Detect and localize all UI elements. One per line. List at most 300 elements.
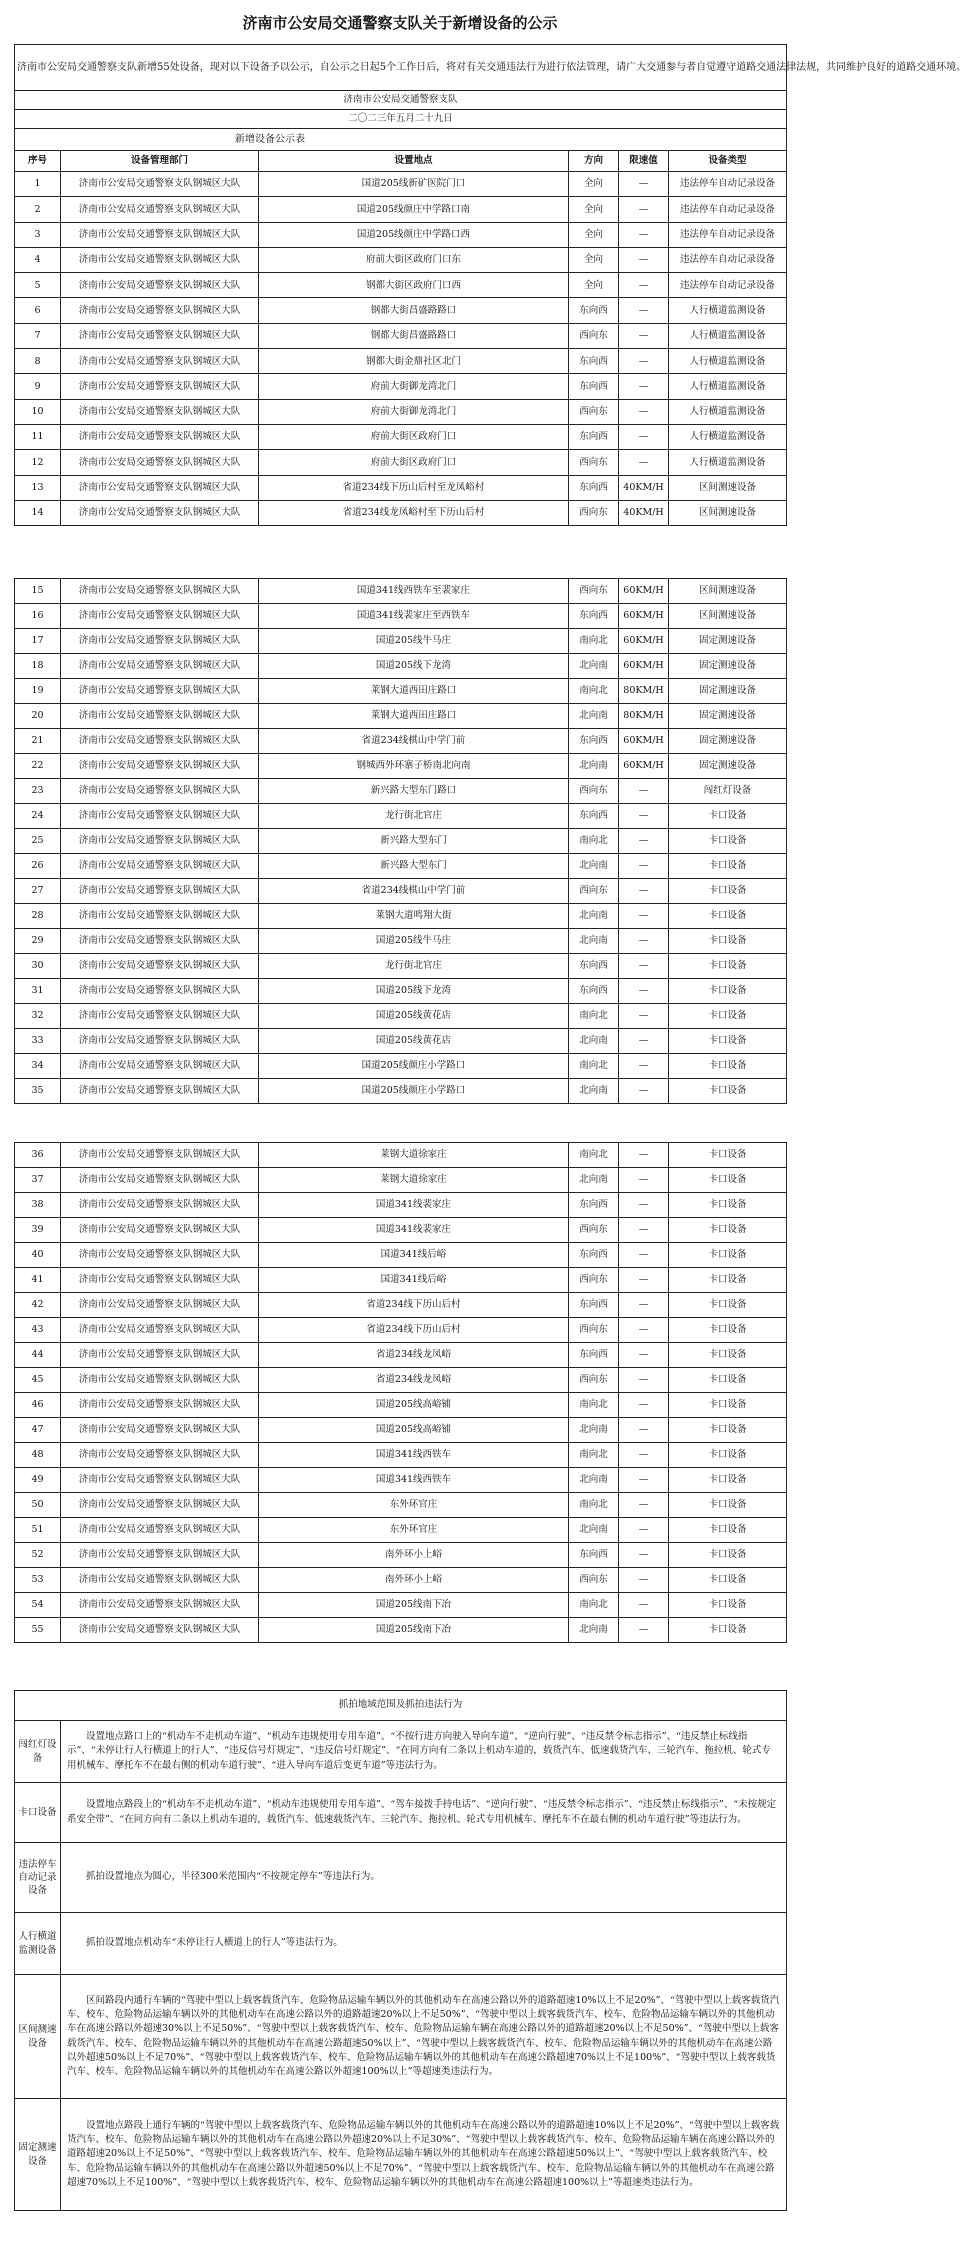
row-location: 省道234线龙凤峪 bbox=[259, 1368, 569, 1393]
row-index: 5 bbox=[15, 273, 61, 298]
row-speed-limit: — bbox=[619, 1218, 669, 1243]
rules-block bbox=[14, 1690, 786, 2211]
row-department: 济南市公安局交通警察支队钢城区大队 bbox=[61, 854, 259, 879]
row-department: 济南市公安局交通警察支队钢城区大队 bbox=[61, 604, 259, 629]
row-index: 27 bbox=[15, 879, 61, 904]
row-speed-limit: — bbox=[619, 1143, 669, 1168]
table-row bbox=[15, 579, 787, 604]
row-device-type: 违法停车自动记录设备 bbox=[669, 172, 787, 197]
row-location: 府前大街御龙湾北门 bbox=[259, 399, 569, 424]
row-device-type: 卡口设备 bbox=[669, 954, 787, 979]
row-department: 济南市公安局交通警察支队钢城区大队 bbox=[61, 979, 259, 1004]
row-direction: 南向北 bbox=[569, 1593, 619, 1618]
row-direction: 南向北 bbox=[569, 629, 619, 654]
row-department: 济南市公安局交通警察支队钢城区大队 bbox=[61, 450, 259, 475]
row-department: 济南市公安局交通警察支队钢城区大队 bbox=[61, 1468, 259, 1493]
table-row bbox=[15, 779, 787, 804]
row-speed-limit: — bbox=[619, 1418, 669, 1443]
row-department: 济南市公安局交通警察支队钢城区大队 bbox=[61, 954, 259, 979]
row-speed-limit: 80KM/H bbox=[619, 704, 669, 729]
row-location: 国道341线后峪 bbox=[259, 1268, 569, 1293]
rule-label: 区间测速设备 bbox=[15, 1975, 61, 2099]
row-direction: 北向南 bbox=[569, 704, 619, 729]
row-device-type: 固定测速设备 bbox=[669, 729, 787, 754]
row-device-type: 卡口设备 bbox=[669, 1143, 787, 1168]
row-device-type: 卡口设备 bbox=[669, 1568, 787, 1593]
row-location: 省道234线下历山后村 bbox=[259, 1293, 569, 1318]
row-department: 济南市公安局交通警察支队钢城区大队 bbox=[61, 1343, 259, 1368]
row-speed-limit: — bbox=[619, 222, 669, 247]
table-row bbox=[15, 1218, 787, 1243]
row-location: 国道205线高峪铺 bbox=[259, 1418, 569, 1443]
row-speed-limit: — bbox=[619, 1293, 669, 1318]
row-department: 济南市公安局交通警察支队钢城区大队 bbox=[61, 1593, 259, 1618]
row-speed-limit: — bbox=[619, 1268, 669, 1293]
row-index: 22 bbox=[15, 754, 61, 779]
row-device-type: 卡口设备 bbox=[669, 1293, 787, 1318]
row-direction: 东向西 bbox=[569, 1343, 619, 1368]
row-location: 南外环小上峪 bbox=[259, 1568, 569, 1593]
rule-text: 设置地点路口上的“机动车不走机动车道”、“机动车违规使用专用车道”、“不按行进方向驶入导向车道”、“逆向行驶”、“违反禁令标志指示”、“违反禁止标线指示”、“未停让行人行横道上的行人”、“违反信号灯规定”、“违反信号灯规定”、“在同方向有二条以上机动车道的，载货汽车、低速载货汽车、三轮汽车、拖拉机、轮式专用机械车、摩托车不在最右侧的机动车道行驶”、“进入导向车道后变更车道”等违法行为。 bbox=[61, 1721, 787, 1783]
row-index: 12 bbox=[15, 450, 61, 475]
row-location: 省道234线下历山后村 bbox=[259, 1318, 569, 1343]
row-speed-limit: — bbox=[619, 1318, 669, 1343]
row-direction: 东向西 bbox=[569, 1293, 619, 1318]
row-location: 莱钢大道西田庄路口 bbox=[259, 679, 569, 704]
row-speed-limit: — bbox=[619, 374, 669, 399]
row-direction: 全向 bbox=[569, 247, 619, 272]
row-device-type: 卡口设备 bbox=[669, 879, 787, 904]
row-department: 济南市公安局交通警察支队钢城区大队 bbox=[61, 197, 259, 222]
row-department: 济南市公安局交通警察支队钢城区大队 bbox=[61, 1193, 259, 1218]
row-device-type: 固定测速设备 bbox=[669, 704, 787, 729]
row-speed-limit: — bbox=[619, 779, 669, 804]
row-location: 国道205线新矿医院门口 bbox=[259, 172, 569, 197]
row-location: 府前大街区政府门口 bbox=[259, 450, 569, 475]
row-device-type: 卡口设备 bbox=[669, 1054, 787, 1079]
row-index: 6 bbox=[15, 298, 61, 323]
row-direction: 西向东 bbox=[569, 1268, 619, 1293]
row-speed-limit: — bbox=[619, 1079, 669, 1104]
issue-date: 二〇二三年五月二十九日 bbox=[15, 110, 787, 129]
rule-label: 固定测速设备 bbox=[15, 2099, 61, 2211]
row-speed-limit: — bbox=[619, 904, 669, 929]
row-device-type: 卡口设备 bbox=[669, 1243, 787, 1268]
row-location: 国道205线颜庄中学路口南 bbox=[259, 197, 569, 222]
row-department: 济南市公安局交通警察支队钢城区大队 bbox=[61, 904, 259, 929]
row-department: 济南市公安局交通警察支队钢城区大队 bbox=[61, 298, 259, 323]
row-direction: 南向北 bbox=[569, 829, 619, 854]
table-row bbox=[15, 879, 787, 904]
table-row bbox=[15, 979, 787, 1004]
row-department: 济南市公安局交通警察支队钢城区大队 bbox=[61, 1518, 259, 1543]
row-index: 16 bbox=[15, 604, 61, 629]
row-speed-limit: — bbox=[619, 1468, 669, 1493]
row-speed-limit: — bbox=[619, 1343, 669, 1368]
issuer: 济南市公安局交通警察支队 bbox=[15, 91, 787, 110]
row-location: 龙行街北官庄 bbox=[259, 954, 569, 979]
row-direction: 全向 bbox=[569, 273, 619, 298]
row-direction: 西向东 bbox=[569, 879, 619, 904]
rule-label: 卡口设备 bbox=[15, 1783, 61, 1843]
row-department: 济南市公安局交通警察支队钢城区大队 bbox=[61, 475, 259, 500]
row-device-type: 固定测速设备 bbox=[669, 629, 787, 654]
row-index: 32 bbox=[15, 1004, 61, 1029]
row-index: 21 bbox=[15, 729, 61, 754]
row-location: 东外环官庄 bbox=[259, 1518, 569, 1543]
row-speed-limit: — bbox=[619, 1443, 669, 1468]
row-device-type: 违法停车自动记录设备 bbox=[669, 222, 787, 247]
row-direction: 北向南 bbox=[569, 929, 619, 954]
row-direction: 北向南 bbox=[569, 1029, 619, 1054]
row-direction: 东向西 bbox=[569, 729, 619, 754]
row-speed-limit: — bbox=[619, 349, 669, 374]
row-device-type: 卡口设备 bbox=[669, 829, 787, 854]
row-speed-limit: 60KM/H bbox=[619, 654, 669, 679]
row-speed-limit: — bbox=[619, 273, 669, 298]
table-row bbox=[15, 1393, 787, 1418]
row-index: 11 bbox=[15, 424, 61, 449]
row-index: 50 bbox=[15, 1493, 61, 1518]
row-speed-limit: — bbox=[619, 979, 669, 1004]
row-device-type: 卡口设备 bbox=[669, 929, 787, 954]
row-department: 济南市公安局交通警察支队钢城区大队 bbox=[61, 729, 259, 754]
row-speed-limit: — bbox=[619, 829, 669, 854]
table-row bbox=[15, 450, 787, 475]
row-department: 济南市公安局交通警察支队钢城区大队 bbox=[61, 1004, 259, 1029]
table-row bbox=[15, 1318, 787, 1343]
column-header: 设置地点 bbox=[259, 151, 569, 172]
row-location: 省道234线棋山中学门前 bbox=[259, 879, 569, 904]
row-location: 省道234线棋山中学门前 bbox=[259, 729, 569, 754]
table-row bbox=[15, 1243, 787, 1268]
row-speed-limit: 80KM/H bbox=[619, 679, 669, 704]
table-row bbox=[15, 500, 787, 525]
row-location: 钢都大街昌盛路路口 bbox=[259, 298, 569, 323]
row-direction: 东向西 bbox=[569, 1243, 619, 1268]
row-device-type: 违法停车自动记录设备 bbox=[669, 273, 787, 298]
row-direction: 西向东 bbox=[569, 1218, 619, 1243]
row-device-type: 人行横道监测设备 bbox=[669, 349, 787, 374]
table-row bbox=[15, 424, 787, 449]
row-device-type: 区间测速设备 bbox=[669, 579, 787, 604]
row-location: 莱钢大道徐家庄 bbox=[259, 1168, 569, 1193]
row-index: 47 bbox=[15, 1418, 61, 1443]
row-index: 20 bbox=[15, 704, 61, 729]
row-department: 济南市公安局交通警察支队钢城区大队 bbox=[61, 399, 259, 424]
row-device-type: 人行横道监测设备 bbox=[669, 323, 787, 348]
row-location: 国道205线黄花店 bbox=[259, 1029, 569, 1054]
row-index: 55 bbox=[15, 1618, 61, 1643]
table-row bbox=[15, 1343, 787, 1368]
row-index: 24 bbox=[15, 804, 61, 829]
row-location: 府前大街区政府门口东 bbox=[259, 247, 569, 272]
row-index: 53 bbox=[15, 1568, 61, 1593]
table-row bbox=[15, 1493, 787, 1518]
row-department: 济南市公安局交通警察支队钢城区大队 bbox=[61, 1218, 259, 1243]
row-device-type: 卡口设备 bbox=[669, 1004, 787, 1029]
row-device-type: 人行横道监测设备 bbox=[669, 424, 787, 449]
table-row bbox=[15, 273, 787, 298]
row-device-type: 卡口设备 bbox=[669, 1318, 787, 1343]
table-row bbox=[15, 247, 787, 272]
row-speed-limit: — bbox=[619, 1618, 669, 1643]
rule-text: 区间路段内通行车辆的“驾驶中型以上载客载货汽车、危险物品运输车辆以外的其他机动车在高速公路以外的道路超速10%以上不足20%”、“驾驶中型以上载客载货汽车、校车、危险物品运输车辆以外的其他机动车在高速公路以外的道路超速20%以上不足50%”、“驾驶中型以上载客载货汽车、校车、危险物品运输车辆以外的其他机动车在高速公路以外超速30%以上不足50%”、“驾驶中型以上载客载货汽车、校车、危险物品运输车辆在高速公路以外的道路超速20%以上不足50%”、“驾驶中型以上载客载货汽车、校车、危险物品运输车辆以外的其他机动车在高速公路超速50%以上”、“驾驶中型以上载客载货汽车、校车、危险物品运输车辆以外的其他机动车在高速公路以外超速50%以上不足70%”、“驾驶中型以上载客载货汽车、校车、危险物品运输车辆以外的其他机动车在高速公路超速70%以上不足100%”、“驾驶中型以上载客载货汽车、校车、危险物品运输车辆以外的其他机动车在高速公路以外超速100%以上”等超速类违法行为。 bbox=[61, 1975, 787, 2099]
row-device-type: 卡口设备 bbox=[669, 1268, 787, 1293]
row-index: 30 bbox=[15, 954, 61, 979]
row-device-type: 卡口设备 bbox=[669, 979, 787, 1004]
row-direction: 北向南 bbox=[569, 1518, 619, 1543]
rule-label: 闯红灯设备 bbox=[15, 1721, 61, 1783]
rule-text: 抓拍设置地点为圆心，半径300米范围内“不按规定停车”等违法行为。 bbox=[61, 1843, 787, 1913]
row-direction: 北向南 bbox=[569, 1618, 619, 1643]
row-direction: 北向南 bbox=[569, 1079, 619, 1104]
row-department: 济南市公安局交通警察支队钢城区大队 bbox=[61, 1168, 259, 1193]
row-location: 国道205线牛马庄 bbox=[259, 929, 569, 954]
row-device-type: 区间测速设备 bbox=[669, 475, 787, 500]
table-row bbox=[15, 1193, 787, 1218]
row-index: 14 bbox=[15, 500, 61, 525]
row-department: 济南市公安局交通警察支队钢城区大队 bbox=[61, 879, 259, 904]
row-department: 济南市公安局交通警察支队钢城区大队 bbox=[61, 172, 259, 197]
row-speed-limit: — bbox=[619, 954, 669, 979]
row-index: 1 bbox=[15, 172, 61, 197]
rule-label: 人行横道监测设备 bbox=[15, 1913, 61, 1975]
row-direction: 东向西 bbox=[569, 475, 619, 500]
row-index: 54 bbox=[15, 1593, 61, 1618]
table-header bbox=[15, 151, 787, 172]
row-department: 济南市公安局交通警察支队钢城区大队 bbox=[61, 1079, 259, 1104]
row-location: 府前大街御龙湾北门 bbox=[259, 374, 569, 399]
row-index: 23 bbox=[15, 779, 61, 804]
row-device-type: 卡口设备 bbox=[669, 1368, 787, 1393]
row-location: 国道205线南下冶 bbox=[259, 1593, 569, 1618]
row-speed-limit: — bbox=[619, 172, 669, 197]
row-direction: 西向东 bbox=[569, 1368, 619, 1393]
table-row bbox=[15, 729, 787, 754]
row-device-type: 卡口设备 bbox=[669, 1493, 787, 1518]
row-index: 28 bbox=[15, 904, 61, 929]
table-row bbox=[15, 1268, 787, 1293]
row-location: 新兴路大型东门 bbox=[259, 854, 569, 879]
row-direction: 东向西 bbox=[569, 1193, 619, 1218]
row-department: 济南市公安局交通警察支队钢城区大队 bbox=[61, 1243, 259, 1268]
row-direction: 全向 bbox=[569, 172, 619, 197]
table-row bbox=[15, 1368, 787, 1393]
row-index: 51 bbox=[15, 1518, 61, 1543]
rule-row bbox=[15, 1913, 787, 1975]
row-direction: 西向东 bbox=[569, 1318, 619, 1343]
row-department: 济南市公安局交通警察支队钢城区大队 bbox=[61, 500, 259, 525]
row-direction: 全向 bbox=[569, 222, 619, 247]
row-department: 济南市公安局交通警察支队钢城区大队 bbox=[61, 579, 259, 604]
row-speed-limit: — bbox=[619, 298, 669, 323]
row-device-type: 卡口设备 bbox=[669, 1418, 787, 1443]
row-device-type: 卡口设备 bbox=[669, 1618, 787, 1643]
row-index: 42 bbox=[15, 1293, 61, 1318]
table-row bbox=[15, 1004, 787, 1029]
row-department: 济南市公安局交通警察支队钢城区大队 bbox=[61, 1054, 259, 1079]
row-location: 钢都大街区政府门口西 bbox=[259, 273, 569, 298]
row-index: 36 bbox=[15, 1143, 61, 1168]
rule-text: 抓拍设置地点机动车“未停让行人横道上的行人”等违法行为。 bbox=[61, 1913, 787, 1975]
row-department: 济南市公安局交通警察支队钢城区大队 bbox=[61, 247, 259, 272]
row-direction: 东向西 bbox=[569, 954, 619, 979]
table-row bbox=[15, 904, 787, 929]
row-direction: 东向西 bbox=[569, 979, 619, 1004]
rule-row bbox=[15, 2099, 787, 2211]
row-speed-limit: — bbox=[619, 424, 669, 449]
row-index: 46 bbox=[15, 1393, 61, 1418]
row-department: 济南市公安局交通警察支队钢城区大队 bbox=[61, 349, 259, 374]
row-department: 济南市公安局交通警察支队钢城区大队 bbox=[61, 1443, 259, 1468]
row-device-type: 卡口设备 bbox=[669, 1193, 787, 1218]
row-speed-limit: 60KM/H bbox=[619, 754, 669, 779]
row-device-type: 固定测速设备 bbox=[669, 754, 787, 779]
row-index: 52 bbox=[15, 1543, 61, 1568]
table-row bbox=[15, 604, 787, 629]
row-direction: 西向东 bbox=[569, 1568, 619, 1593]
row-device-type: 卡口设备 bbox=[669, 804, 787, 829]
row-speed-limit: — bbox=[619, 1593, 669, 1618]
row-direction: 北向南 bbox=[569, 1418, 619, 1443]
row-device-type: 固定测速设备 bbox=[669, 654, 787, 679]
row-location: 国道341线西铁车 bbox=[259, 1443, 569, 1468]
row-location: 东外环官庄 bbox=[259, 1493, 569, 1518]
table-row bbox=[15, 829, 787, 854]
row-department: 济南市公安局交通警察支队钢城区大队 bbox=[61, 704, 259, 729]
row-department: 济南市公安局交通警察支队钢城区大队 bbox=[61, 323, 259, 348]
row-speed-limit: — bbox=[619, 1243, 669, 1268]
row-speed-limit: — bbox=[619, 1543, 669, 1568]
row-department: 济南市公安局交通警察支队钢城区大队 bbox=[61, 424, 259, 449]
table-row bbox=[15, 1293, 787, 1318]
row-device-type: 卡口设备 bbox=[669, 1393, 787, 1418]
row-direction: 西向东 bbox=[569, 779, 619, 804]
row-department: 济南市公安局交通警察支队钢城区大队 bbox=[61, 1268, 259, 1293]
row-speed-limit: — bbox=[619, 1518, 669, 1543]
row-index: 33 bbox=[15, 1029, 61, 1054]
rule-label: 违法停车自动记录设备 bbox=[15, 1843, 61, 1913]
row-device-type: 违法停车自动记录设备 bbox=[669, 197, 787, 222]
table-row bbox=[15, 374, 787, 399]
row-department: 济南市公安局交通警察支队钢城区大队 bbox=[61, 829, 259, 854]
row-direction: 西向东 bbox=[569, 323, 619, 348]
row-device-type: 卡口设备 bbox=[669, 1168, 787, 1193]
row-index: 35 bbox=[15, 1079, 61, 1104]
column-header: 方向 bbox=[569, 151, 619, 172]
row-direction: 东向西 bbox=[569, 804, 619, 829]
row-direction: 北向南 bbox=[569, 754, 619, 779]
column-header: 设备管理部门 bbox=[61, 151, 259, 172]
row-index: 26 bbox=[15, 854, 61, 879]
row-index: 3 bbox=[15, 222, 61, 247]
table-row bbox=[15, 1518, 787, 1543]
row-index: 48 bbox=[15, 1443, 61, 1468]
row-speed-limit: — bbox=[619, 399, 669, 424]
row-device-type: 卡口设备 bbox=[669, 1593, 787, 1618]
table-row bbox=[15, 323, 787, 348]
row-device-type: 卡口设备 bbox=[669, 1218, 787, 1243]
row-department: 济南市公安局交通警察支队钢城区大队 bbox=[61, 1493, 259, 1518]
row-direction: 东向西 bbox=[569, 604, 619, 629]
row-department: 济南市公安局交通警察支队钢城区大队 bbox=[61, 1393, 259, 1418]
table-row bbox=[15, 1168, 787, 1193]
column-header: 设备类型 bbox=[669, 151, 787, 172]
table-row bbox=[15, 1143, 787, 1168]
row-department: 济南市公安局交通警察支队钢城区大队 bbox=[61, 1143, 259, 1168]
row-device-type: 卡口设备 bbox=[669, 904, 787, 929]
row-speed-limit: — bbox=[619, 1493, 669, 1518]
row-direction: 东向西 bbox=[569, 1543, 619, 1568]
row-department: 济南市公安局交通警察支队钢城区大队 bbox=[61, 629, 259, 654]
table-row bbox=[15, 1468, 787, 1493]
row-device-type: 固定测速设备 bbox=[669, 679, 787, 704]
notice-block-2 bbox=[14, 578, 786, 1104]
row-department: 济南市公安局交通警察支队钢城区大队 bbox=[61, 1568, 259, 1593]
row-speed-limit: 40KM/H bbox=[619, 475, 669, 500]
column-header: 序号 bbox=[15, 151, 61, 172]
row-device-type: 区间测速设备 bbox=[669, 604, 787, 629]
row-speed-limit: — bbox=[619, 804, 669, 829]
table-row bbox=[15, 704, 787, 729]
row-location: 国道205线颜庄小学路口 bbox=[259, 1079, 569, 1104]
rule-row bbox=[15, 1843, 787, 1913]
row-direction: 南向北 bbox=[569, 1054, 619, 1079]
row-speed-limit: 60KM/H bbox=[619, 604, 669, 629]
row-index: 25 bbox=[15, 829, 61, 854]
row-direction: 北向南 bbox=[569, 654, 619, 679]
row-direction: 南向北 bbox=[569, 1393, 619, 1418]
row-location: 省道234线龙凤峪村至下历山后村 bbox=[259, 500, 569, 525]
row-speed-limit: — bbox=[619, 854, 669, 879]
row-index: 44 bbox=[15, 1343, 61, 1368]
row-index: 43 bbox=[15, 1318, 61, 1343]
row-direction: 南向北 bbox=[569, 1143, 619, 1168]
row-department: 济南市公安局交通警察支队钢城区大队 bbox=[61, 222, 259, 247]
row-device-type: 卡口设备 bbox=[669, 1543, 787, 1568]
row-device-type: 区间测速设备 bbox=[669, 500, 787, 525]
row-direction: 全向 bbox=[569, 197, 619, 222]
row-direction: 西向东 bbox=[569, 450, 619, 475]
row-direction: 东向西 bbox=[569, 424, 619, 449]
row-location: 府前大街区政府门口 bbox=[259, 424, 569, 449]
row-index: 8 bbox=[15, 349, 61, 374]
row-speed-limit: — bbox=[619, 1393, 669, 1418]
table-row bbox=[15, 399, 787, 424]
row-index: 4 bbox=[15, 247, 61, 272]
table-row bbox=[15, 475, 787, 500]
row-index: 13 bbox=[15, 475, 61, 500]
row-speed-limit: — bbox=[619, 197, 669, 222]
table-row bbox=[15, 1543, 787, 1568]
row-location: 莱钢大道西田庄路口 bbox=[259, 704, 569, 729]
row-department: 济南市公安局交通警察支队钢城区大队 bbox=[61, 804, 259, 829]
row-speed-limit: — bbox=[619, 1368, 669, 1393]
row-direction: 西向东 bbox=[569, 579, 619, 604]
row-location: 钢城西外环寨子桥南北向南 bbox=[259, 754, 569, 779]
table-row bbox=[15, 629, 787, 654]
table-row bbox=[15, 854, 787, 879]
row-speed-limit: — bbox=[619, 1054, 669, 1079]
row-location: 国道341线后峪 bbox=[259, 1243, 569, 1268]
row-department: 济南市公安局交通警察支队钢城区大队 bbox=[61, 1029, 259, 1054]
table-row bbox=[15, 172, 787, 197]
row-index: 19 bbox=[15, 679, 61, 704]
row-location: 新兴路大型东门 bbox=[259, 829, 569, 854]
row-index: 17 bbox=[15, 629, 61, 654]
intro-paragraph: 济南市公安局交通警察支队新增55处设备，现对以下设备予以公示，自公示之日起5个工作日后，将对有关交通违法行为进行依法管理，请广大交通参与者自觉遵守道路交通法律法规，共同维护良好的道路交通环境。 bbox=[15, 45, 787, 91]
